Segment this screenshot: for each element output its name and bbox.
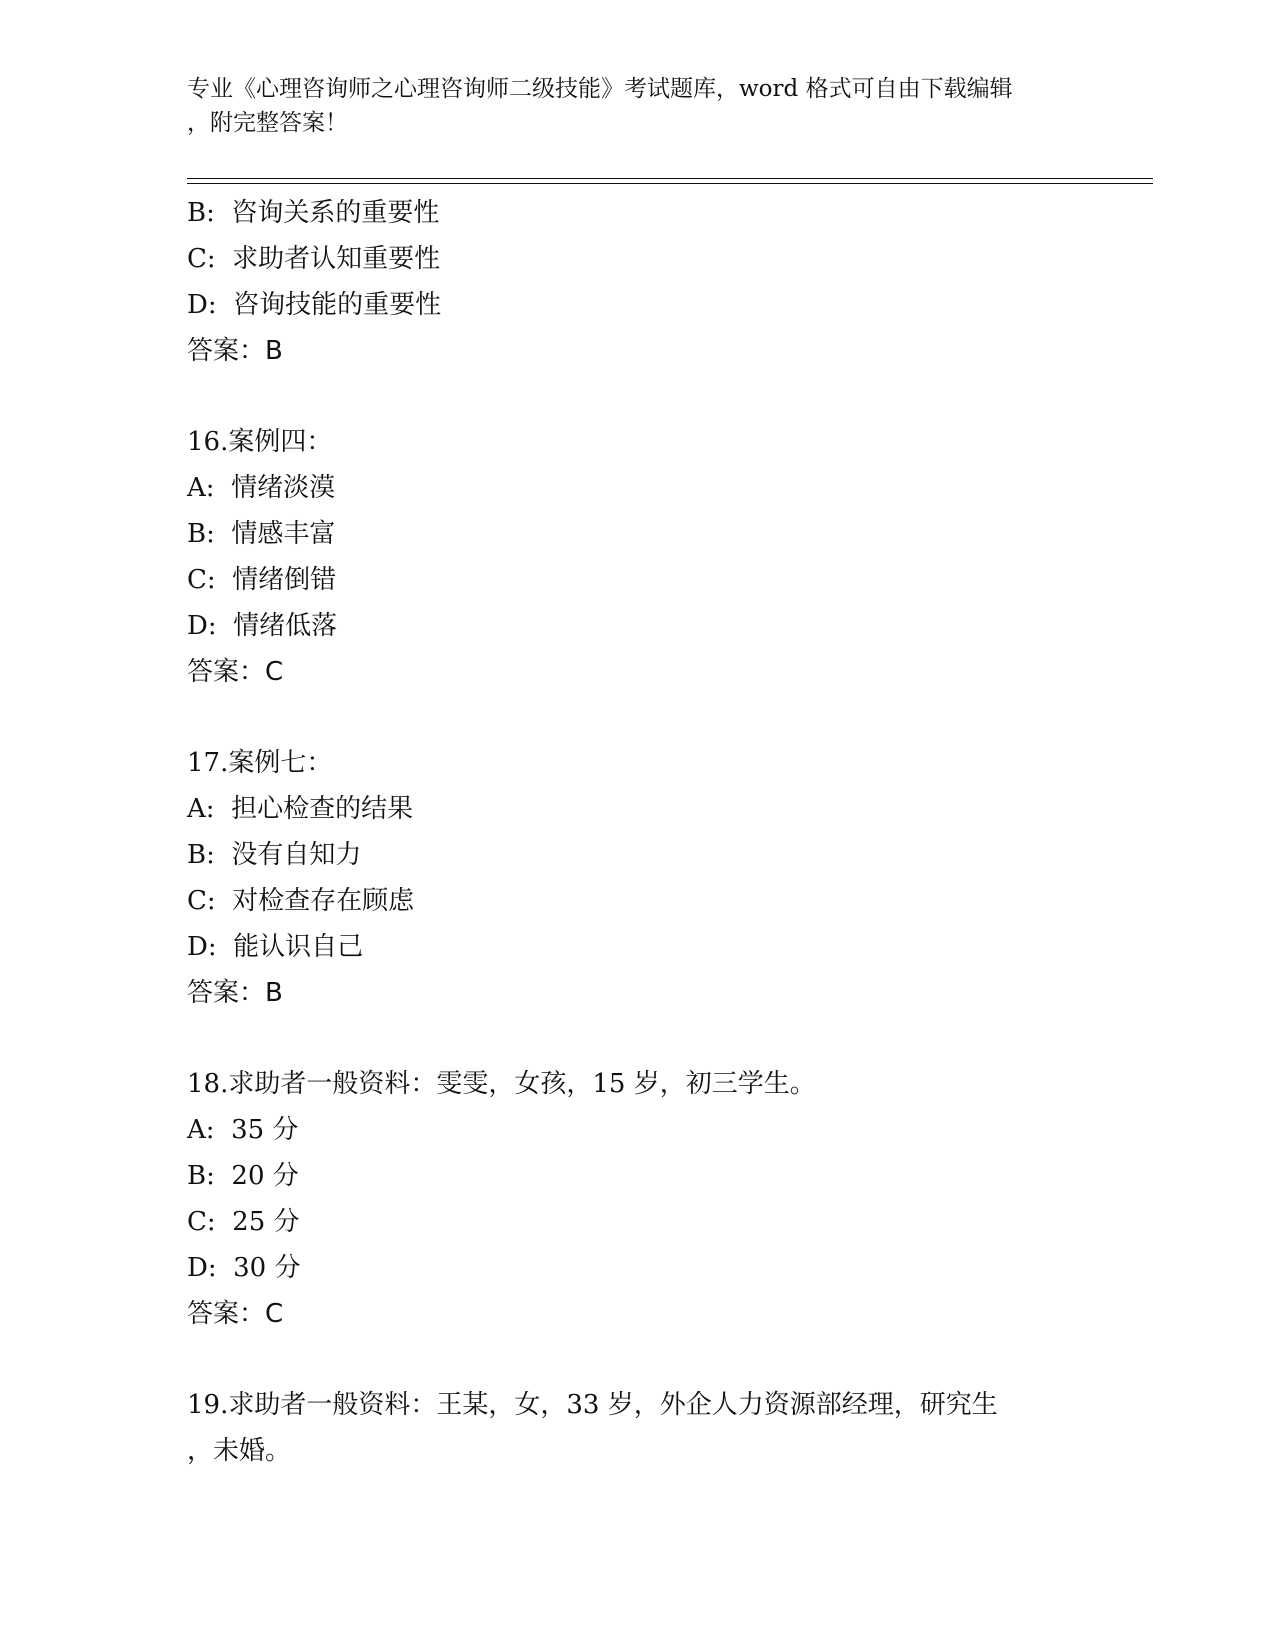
document-header bbox=[187, 72, 1067, 140]
header-divider-bottom bbox=[187, 183, 1153, 184]
option-a: A: 情绪淡漠 bbox=[187, 473, 336, 503]
question-stem: 16.案例四： bbox=[187, 427, 333, 457]
question-stem: 18.求助者一般资料：雯雯，女孩，15 岁，初三学生。 bbox=[187, 1069, 816, 1099]
option-c: C: 情绪倒错 bbox=[187, 565, 337, 595]
option-d: D: 能认识自己 bbox=[187, 932, 364, 962]
option-d: D: 30 分 bbox=[187, 1253, 301, 1283]
question-16 bbox=[187, 419, 1153, 695]
question-stem-line-1: 19.求助者一般资料：王某，女，33 岁，外企人力资源部经理，研究生 bbox=[187, 1390, 998, 1420]
option-b: B: 情感丰富 bbox=[187, 519, 336, 549]
option-c: C: 求助者认知重要性 bbox=[187, 244, 441, 274]
answer-line: 答案：C bbox=[187, 657, 284, 687]
question-list bbox=[187, 190, 1153, 1474]
option-c: C: 对检查存在顾虑 bbox=[187, 886, 415, 916]
question-19 bbox=[187, 1382, 1153, 1474]
question-18 bbox=[187, 1061, 1153, 1337]
option-d: D: 咨询技能的重要性 bbox=[187, 290, 442, 320]
answer-line: 答案：C bbox=[187, 1299, 284, 1329]
option-a: A: 担心检查的结果 bbox=[187, 794, 414, 824]
option-b: B: 咨询关系的重要性 bbox=[187, 198, 440, 228]
header-line-1: 专业《心理咨询师之心理咨询师二级技能》考试题库，word 格式可自由下载编辑 bbox=[187, 76, 1013, 102]
option-a: A: 35 分 bbox=[187, 1115, 299, 1145]
header-divider-top bbox=[187, 178, 1153, 179]
option-d: D: 情绪低落 bbox=[187, 611, 338, 641]
answer-line: 答案：B bbox=[187, 336, 283, 366]
option-c: C: 25 分 bbox=[187, 1207, 300, 1237]
option-b: B: 20 分 bbox=[187, 1161, 299, 1191]
question-17 bbox=[187, 740, 1153, 1016]
question-stem: 17.案例七： bbox=[187, 748, 333, 778]
question-stem-line-2: ，未婚。 bbox=[187, 1436, 292, 1466]
header-line-2: ，附完整答案！ bbox=[187, 110, 348, 136]
option-b: B: 没有自知力 bbox=[187, 840, 362, 870]
answer-line: 答案：B bbox=[187, 978, 283, 1008]
partial-question bbox=[187, 190, 1153, 374]
